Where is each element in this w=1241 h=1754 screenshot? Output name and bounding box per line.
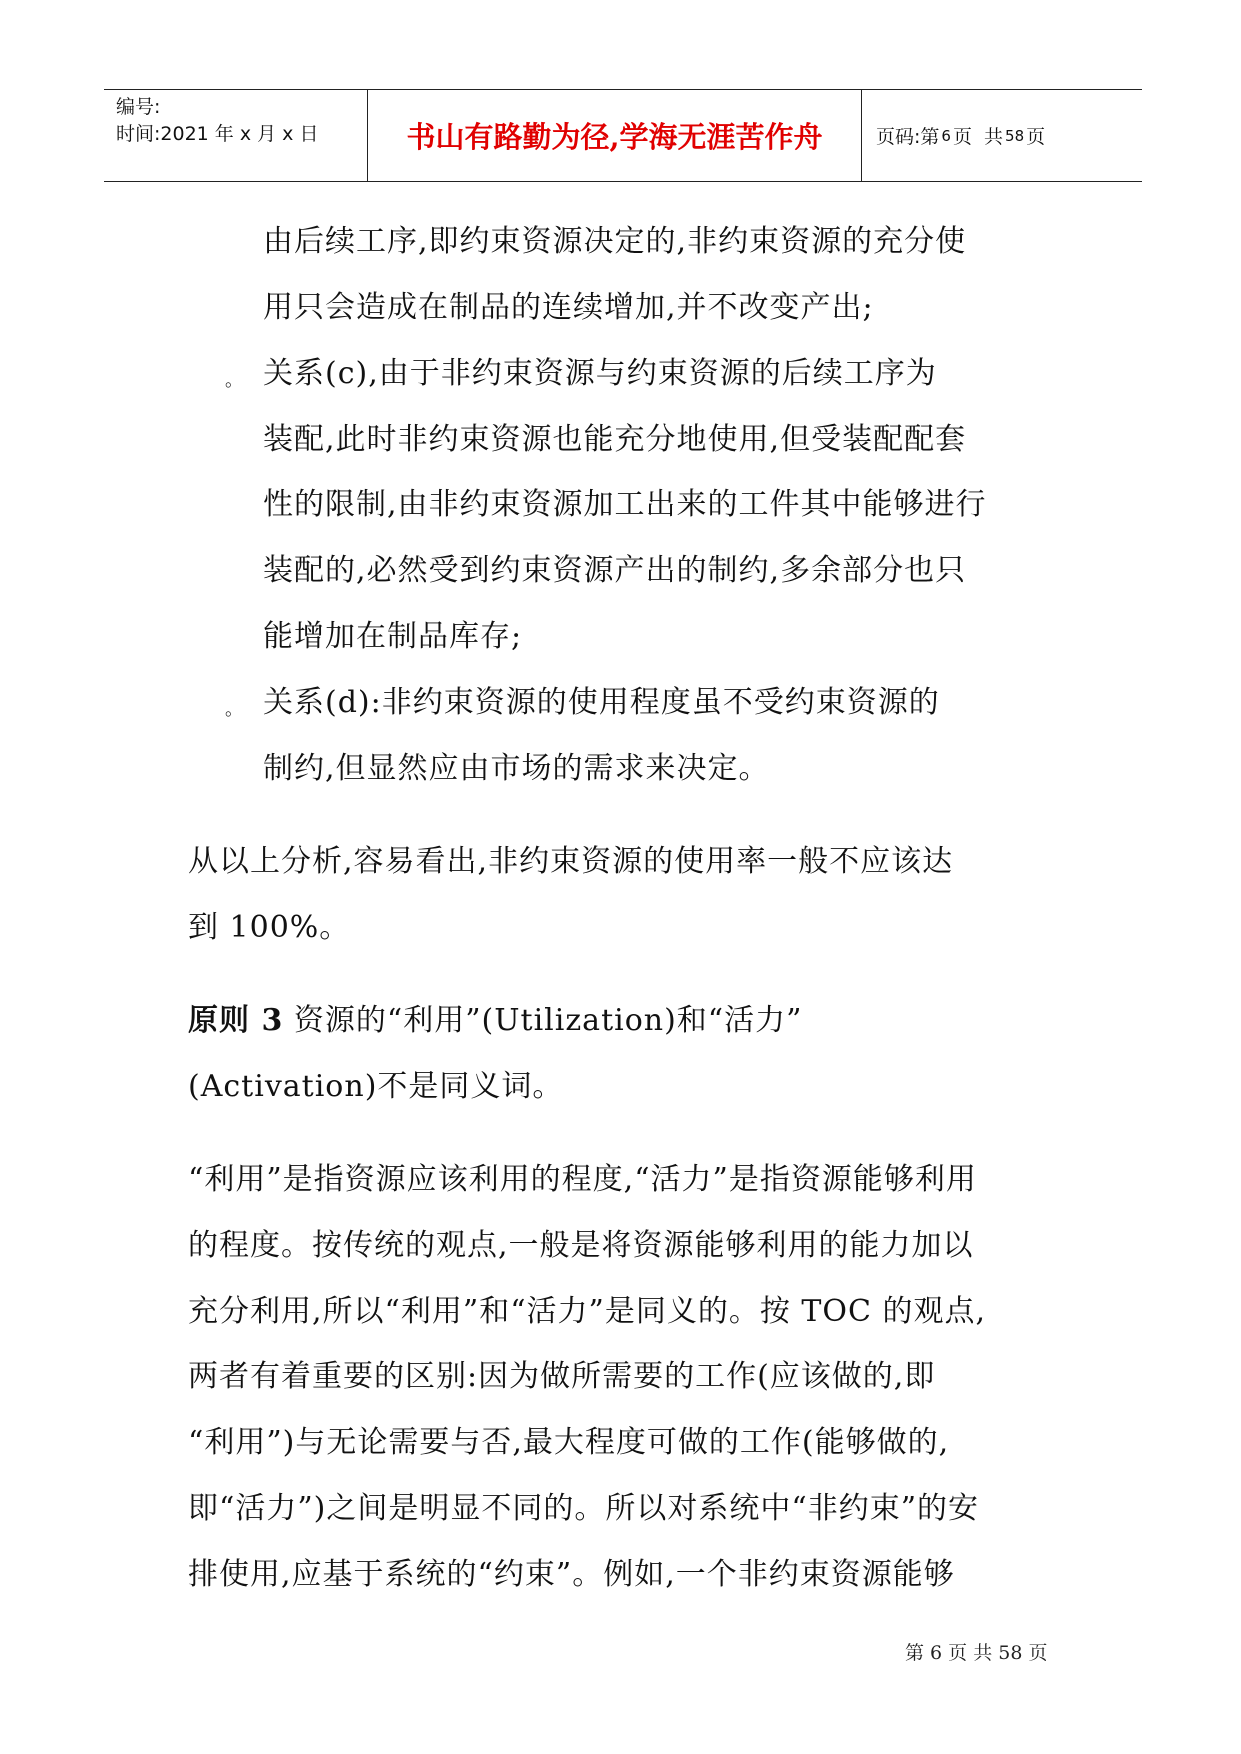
principle-heading <box>188 1001 802 1041</box>
body-line: 关系(c),由于非约束资源与约束资源的后续工序为 <box>263 356 937 391</box>
body-line: 的程度。按传统的观点,一般是将资源能够利用的能力加以 <box>188 1228 974 1263</box>
body-line: “利用”)与无论需要与否,最大程度可做的工作(能够做的, <box>188 1425 950 1460</box>
body-line: 即“活力”)之间是明显不同的。所以对系统中“非约束”的安 <box>188 1491 980 1526</box>
document-time-label: 时间:2021 年 x 月 x 日 <box>116 123 319 145</box>
header-meta <box>104 90 368 181</box>
bullet-marker: 。 <box>225 699 243 720</box>
body-line: 制约,但显然应由市场的需求来决定。 <box>263 751 770 786</box>
total-page-number: 58 <box>1005 126 1025 145</box>
page-footer: 第 6 页 共 58 页 <box>905 1642 1048 1664</box>
body-line: 性的限制,由非约束资源加工出来的工件其中能够进行 <box>263 487 987 522</box>
body-line: 充分利用,所以“利用”和“活力”是同义的。按 TOC 的观点, <box>188 1294 987 1329</box>
page-mid-label: 页 共 <box>952 126 1004 148</box>
principle-title: 资源的“利用”(Utilization)和“活力” <box>293 1003 803 1038</box>
body-line: 排使用,应基于系统的“约束”。例如,一个非约束资源能够 <box>188 1557 955 1592</box>
body-line: 关系(d):非约束资源的使用程度虽不受约束资源的 <box>263 685 940 720</box>
document-number-label: 编号: <box>116 96 161 118</box>
body-line: 用只会造成在制品的连续增加,并不改变产出; <box>263 290 874 325</box>
body-line: 能增加在制品库存; <box>263 619 523 654</box>
page-label: 页码:第 <box>876 126 940 148</box>
body-line: 装配的,必然受到约束资源产出的制约,多余部分也只 <box>263 553 967 588</box>
body-line: 装配,此时非约束资源也能充分地使用,但受装配配套 <box>263 422 967 457</box>
current-page-number: 6 <box>941 126 951 145</box>
document-header <box>104 89 1142 182</box>
header-slogan: 书山有路勤为径,学海无涯苦作舟 <box>368 90 862 181</box>
body-line: (Activation)不是同义词。 <box>188 1069 564 1104</box>
body-line: 两者有着重要的区别:因为做所需要的工作(应该做的,即 <box>188 1359 936 1394</box>
principle-number: 原则 3 <box>188 1003 284 1038</box>
body-line: 从以上分析,容易看出,非约束资源的使用率一般不应该达 <box>188 844 954 879</box>
body-line: “利用”是指资源应该利用的程度,“活力”是指资源能够利用 <box>188 1162 977 1197</box>
bullet-marker: 。 <box>225 370 243 391</box>
page-end-label: 页 <box>1026 126 1046 148</box>
body-line: 到 100%。 <box>188 910 351 945</box>
header-page-info <box>862 90 1142 181</box>
body-line: 由后续工序,即约束资源决定的,非约束资源的充分使 <box>263 224 967 259</box>
